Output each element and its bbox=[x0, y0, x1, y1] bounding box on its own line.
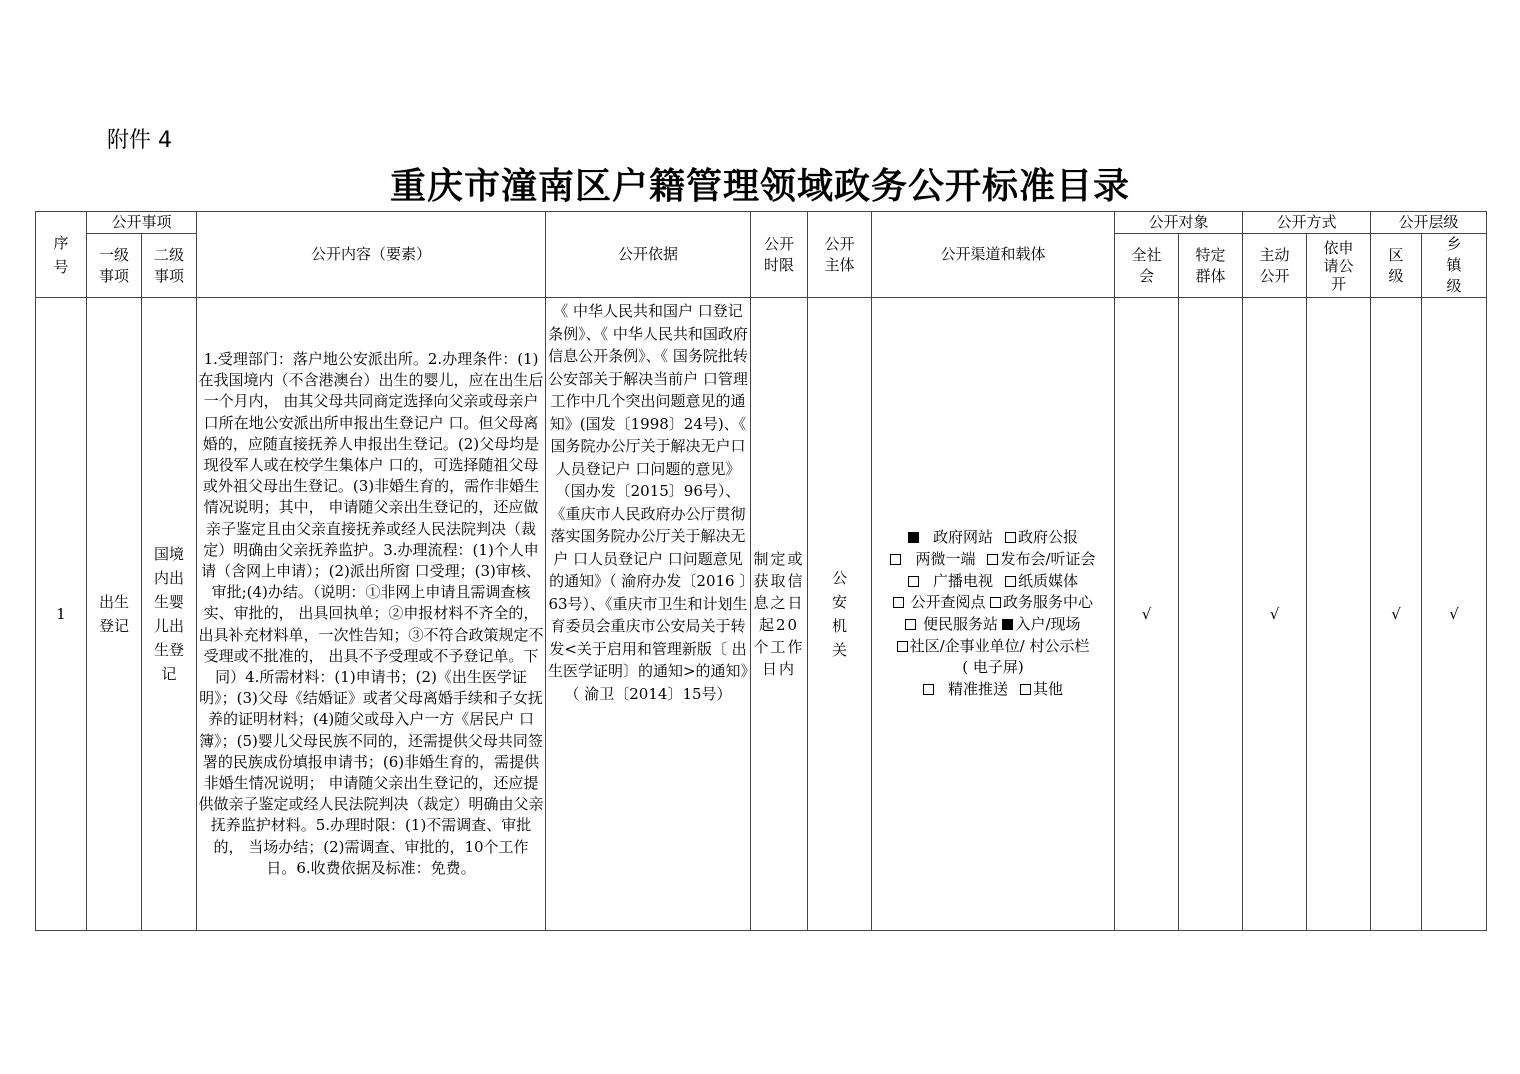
header-basis: 公开依据 bbox=[546, 212, 751, 298]
header-level2: 二级事项 bbox=[142, 234, 197, 298]
channel-option bbox=[1005, 572, 1078, 590]
checkbox-unchecked[interactable] bbox=[923, 684, 934, 695]
channel-label: 入户/现场 bbox=[1015, 615, 1081, 633]
channel-option bbox=[1005, 528, 1078, 546]
table-row bbox=[36, 298, 1487, 931]
channel-row bbox=[872, 657, 1114, 679]
page-title: 重庆市潼南区户籍管理领域政务公开标准目录 bbox=[389, 165, 1130, 207]
channel-row bbox=[872, 614, 1114, 636]
channel-label: 社区/企事业单位/ 村公示栏 bbox=[909, 636, 1090, 655]
header-subject: 公开主体 bbox=[808, 212, 872, 298]
header-time-limit: 公开时限 bbox=[751, 212, 808, 298]
channel-option bbox=[908, 528, 1005, 546]
header-target-specific: 特定群体 bbox=[1179, 234, 1243, 298]
checkbox-checked[interactable] bbox=[908, 532, 919, 543]
cell-level-town: √ bbox=[1422, 298, 1487, 931]
cell-level1: 出生登记 bbox=[87, 298, 142, 931]
channel-option bbox=[987, 550, 1095, 568]
channel-option bbox=[908, 572, 1005, 590]
channel-row bbox=[872, 592, 1114, 614]
channel-option bbox=[962, 658, 1023, 676]
header-channels: 公开渠道和载体 bbox=[872, 212, 1115, 298]
cell-channels bbox=[872, 298, 1115, 931]
header-level-town: 乡镇级 bbox=[1422, 234, 1487, 298]
cell-subject: 公安机关 bbox=[808, 298, 872, 931]
header-items-group: 公开事项 bbox=[87, 212, 197, 234]
channel-label: 精准推送 bbox=[947, 680, 1008, 699]
cell-level-district: √ bbox=[1371, 298, 1422, 931]
channel-label: 便民服务站 bbox=[922, 615, 998, 633]
checkbox-unchecked[interactable] bbox=[987, 554, 998, 565]
cell-level2: 国境内出生婴儿出生登记 bbox=[142, 298, 197, 931]
channel-label: 发布会/听证会 bbox=[1000, 549, 1096, 568]
channel-option bbox=[1020, 680, 1063, 698]
channel-label: 政务服务中心 bbox=[1003, 593, 1094, 612]
channel-label: 广播电视 bbox=[932, 571, 993, 590]
header-target-all: 全社会 bbox=[1115, 234, 1179, 298]
cell-target-all: √ bbox=[1115, 298, 1179, 931]
cell-target-specific bbox=[1179, 298, 1243, 931]
channel-label: 公开查阅点 bbox=[910, 593, 986, 612]
cell-method-request bbox=[1307, 298, 1371, 931]
channel-row bbox=[872, 527, 1114, 549]
header-level-group: 公开层级 bbox=[1371, 212, 1487, 234]
channel-option bbox=[990, 593, 1093, 611]
cell-basis: 《 中华人民共和国户 口登记条例》、《 中华人民共和国政府信息公开条例》、《 国务院批转公安部关于解决当前户 口管理工作中几个突出问题意见的通知》(国发〔1998〕24号)、《 国务院办公厅关于解决无户口人员登记户 口问题的意见》（国办发〔2015〕96号）、《重庆市人民政府办公厅贯彻落实国务院办公厅关于解决无户 口人员登记户 口问题意见的通知》（ 渝府办发〔2016 〕63号）、《重庆市卫生和计划生育委员会重庆市公安局关于转发<关于启用和管理新版〔 出生医学证明〕的通知>的通知》（ 渝卫〔2014〕15号） bbox=[546, 298, 751, 931]
header-method-active: 主动公开 bbox=[1243, 234, 1307, 298]
cell-content: 1.受理部门：落户地公安派出所。2.办理条件：(1)在我国境内（不含港澳台）出生的婴儿，应在出生后一个月内， 由其父母共同商定选择向父亲或母亲户 口所在地公安派出所申报出生登记户 口。但父母离婚的，应随直接抚养人申报出生登记。(2)父母均是现役军人或在校学生集体户 口的，可选择随祖父母或外祖父母出生登记。(3)非婚生育的，需作非婚生情况说明；其中， 申请随父亲出生登记的，还应做亲子鉴定且由父亲直接抚养或经人民法院判决（裁定）明确由父亲抚养监护。3.办理流程：(1)个人申请（含网上申请）；(2)派出所窗 口受理；(3)审核、审批;(4)办结。（说明：①非网上申请且需调查核实、审批的， 出具回执单；②申报材料不齐全的， 出具补充材料单，一次性告知；③不符合政策规定不受理或不批准的， 出具不予受理或不予登记单。下同）4.所需材料：(1)申请书；(2)《出生医学证明》；(3)父母《结婚证》或者父母离婚手续和子女抚养的证明材料；(4)随父或母入户一方《居民户 口簿》；(5)婴儿父母民族不同的，还需提供父母共同签署的民族成份填报申请书；(6)非婚生育的，需提供非婚生情况说明； 申请随父亲出生登记的，还应提供做亲子鉴定或经人民法院判决（裁定）明确由父亲抚养监护材料。5.办理时限：(1)不需调查、审批的， 当场办结；(2)需调查、审批的，10个工作 日。6.收费依据及标准：免费。 bbox=[197, 298, 546, 931]
checkbox-checked[interactable] bbox=[1002, 619, 1013, 630]
channel-option bbox=[890, 550, 987, 568]
channel-row bbox=[872, 636, 1114, 658]
header-level1: 一级事项 bbox=[87, 234, 142, 298]
channel-option bbox=[897, 637, 1090, 655]
header-target-group: 公开对象 bbox=[1115, 212, 1243, 234]
channel-label: 两微一端 bbox=[915, 549, 976, 568]
header-content: 公开内容（要素） bbox=[197, 212, 546, 298]
header-seq: 序号 bbox=[36, 212, 87, 298]
channel-row bbox=[872, 571, 1114, 593]
checkbox-unchecked[interactable] bbox=[893, 597, 904, 608]
checkbox-unchecked[interactable] bbox=[990, 597, 1001, 608]
channel-label: 纸质媒体 bbox=[1018, 571, 1079, 590]
header-method-group: 公开方式 bbox=[1243, 212, 1371, 234]
checkbox-unchecked[interactable] bbox=[890, 554, 901, 565]
attachment-label: 附件 4 bbox=[107, 128, 172, 153]
checkbox-unchecked[interactable] bbox=[1020, 684, 1031, 695]
channel-label: 政府网站 bbox=[932, 528, 993, 547]
checkbox-unchecked[interactable] bbox=[905, 619, 916, 630]
channel-label: ( 电子屏) bbox=[962, 658, 1024, 677]
channel-row bbox=[872, 679, 1114, 701]
cell-time-limit: 制定或获取信息之日起20个工作日内 bbox=[751, 298, 808, 931]
channel-list bbox=[872, 527, 1114, 701]
channel-row bbox=[872, 549, 1114, 571]
channel-label: 其他 bbox=[1033, 680, 1064, 699]
channel-option bbox=[923, 680, 1020, 698]
channel-option bbox=[1002, 615, 1080, 633]
header-method-request: 依申请公开 bbox=[1307, 234, 1371, 298]
checkbox-unchecked[interactable] bbox=[897, 641, 908, 652]
checkbox-unchecked[interactable] bbox=[1005, 576, 1016, 587]
cell-method-active: √ bbox=[1243, 298, 1307, 931]
channel-option bbox=[893, 593, 990, 611]
checkbox-unchecked[interactable] bbox=[1005, 532, 1016, 543]
catalog-table bbox=[35, 211, 1487, 931]
channel-option bbox=[905, 615, 1002, 633]
header-level-district: 区级 bbox=[1371, 234, 1422, 298]
checkbox-unchecked[interactable] bbox=[908, 576, 919, 587]
channel-label: 政府公报 bbox=[1018, 528, 1079, 547]
cell-seq: 1 bbox=[36, 298, 87, 931]
